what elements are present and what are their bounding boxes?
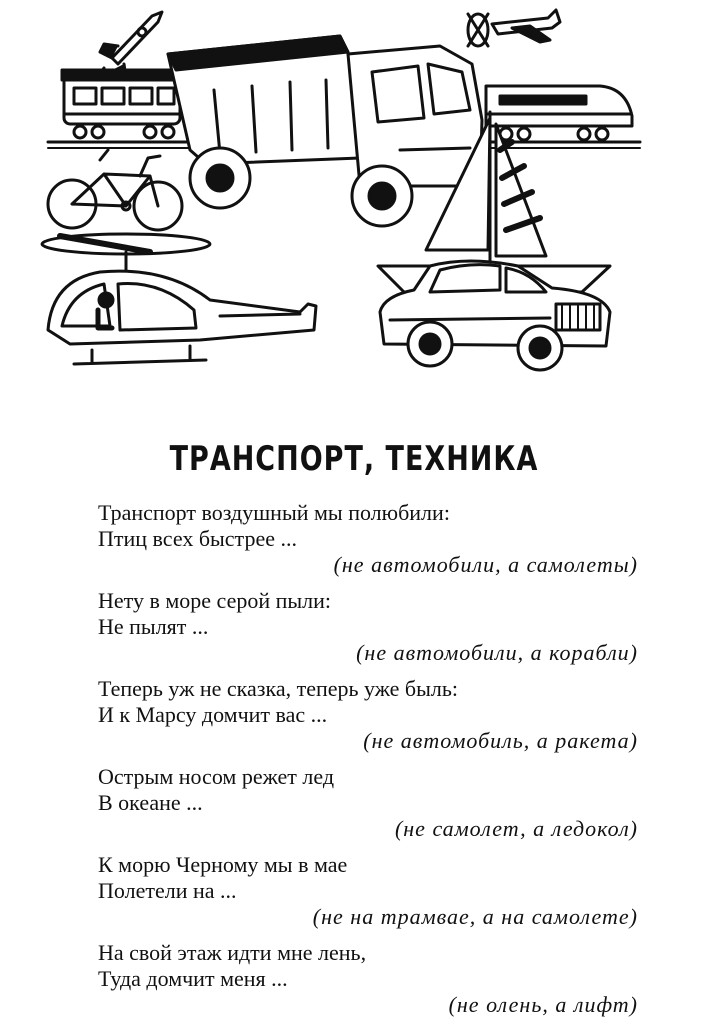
riddle-line: Теперь уж не сказка, теперь уже быль: — [98, 676, 459, 701]
riddle-line: И к Марсу домчит вас ... — [98, 702, 328, 727]
riddle-4 — [98, 764, 638, 842]
dump-truck-icon — [168, 36, 482, 226]
riddle-line: Птиц всех быстрее ... — [98, 526, 297, 551]
riddle-answer: (не олень, а лифт) — [448, 992, 638, 1017]
riddle-3 — [98, 676, 638, 754]
riddle-line: К морю Черному мы в мае — [98, 852, 348, 877]
riddle-answer: (не самолет, а ледокол) — [394, 816, 638, 841]
riddle-line: Транспорт воздушный мы полюбили: — [98, 500, 450, 525]
transport-illustration — [0, 0, 708, 400]
helicopter-icon — [42, 234, 316, 364]
riddle-line: Не пылят ... — [98, 614, 209, 639]
riddle-line: Полетели на ... — [98, 878, 237, 903]
airplane-icon — [468, 10, 560, 46]
riddle-5 — [98, 852, 638, 930]
riddle-answer: (не на трамвае, а на самолете) — [312, 904, 638, 929]
page-title: ТРАНСПОРТ, ТЕХНИКА — [169, 440, 539, 479]
riddle-2 — [98, 588, 638, 666]
riddle-answer: (не автомобиль, а ракета) — [363, 728, 638, 753]
riddle-answer: (не автомобили, а самолеты) — [333, 552, 638, 577]
riddle-line: Острым носом режет лед — [98, 764, 335, 789]
riddle-line: В океане ... — [98, 790, 203, 815]
riddle-line: Нету в море серой пыли: — [98, 588, 332, 613]
riddle-line: На свой этаж идти мне лень, — [98, 940, 367, 965]
riddle-line: Туда домчит меня ... — [98, 966, 288, 991]
riddle-1 — [98, 500, 638, 578]
riddle-6 — [98, 940, 638, 1018]
riddle-answer: (не автомобили, а корабли) — [356, 640, 638, 665]
bicycle-icon — [48, 150, 182, 230]
